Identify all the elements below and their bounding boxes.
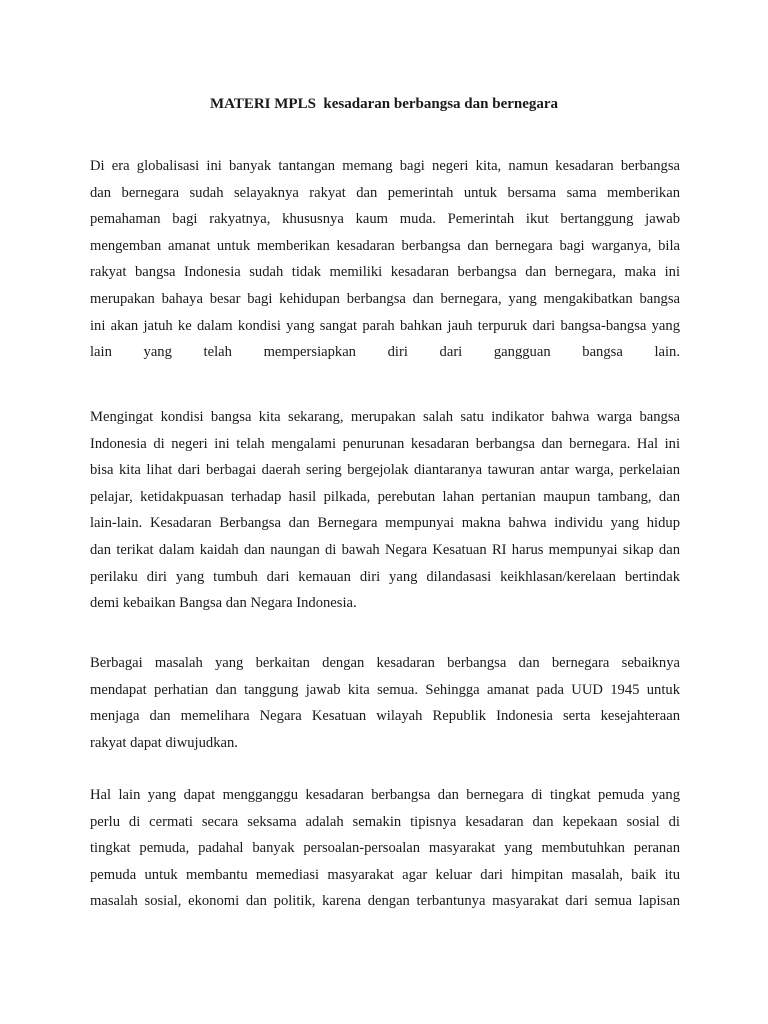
paragraph-line: Hal lain yang dapat mengganggu kesadaran berbangsa dan bernegara di tingkat pemuda yang: [90, 787, 680, 803]
paragraph-line: masalah sosial, ekonomi dan politik, karena dengan terbantunya masyarakat dari semua lapisan: [90, 893, 680, 910]
paragraph-line: demi kebaikan Bangsa dan Negara Indonesia.: [90, 595, 357, 612]
paragraph-line: lain yang telah mempersiapkan diri dari gangguan bangsa lain.: [90, 344, 680, 361]
paragraph-line: pemahaman bagi rakyatnya, khususnya kaum muda. Pemerintah ikut bertanggung jawab: [90, 211, 680, 228]
paragraph-3: [90, 650, 680, 756]
paragraph-line: menjaga dan memelihara Negara Kesatuan wilayah Republik Indonesia serta kesejahteraan: [90, 708, 680, 725]
paragraph-line: mendapat perhatian dan tanggung jawab kita semua. Sehingga amanat pada UUD 1945 untuk: [90, 681, 680, 698]
paragraph-line: pemuda untuk membantu memediasi masyarakat agar keluar dari himpitan masalah, baik itu: [90, 866, 680, 883]
paragraph-line: perilaku diri yang tumbuh dari kemauan diri yang dilandasasi keikhlasan/kerelaan bertindak: [90, 568, 680, 585]
paragraph-line: tingkat pemuda, padahal banyak persoalan-persoalan masyarakat yang membutuhkan peranan: [90, 840, 680, 857]
paragraph-line: lain-lain. Kesadaran Berbangsa dan Bernegara mempunyai makna bahwa individu yang hidup: [90, 515, 680, 532]
paragraph-line: dan bernegara sudah selayaknya rakyat dan pemerintah untuk bersama sama memberikan: [90, 184, 680, 201]
document-title: MATERI MPLS kesadaran berbangsa dan bernegara: [209, 96, 559, 112]
paragraph-line: merupakan bahaya besar bagi kehidupan berbangsa dan bernegara, yang mengakibatkan bangsa: [90, 290, 680, 307]
paragraph-4: [90, 782, 680, 915]
paragraph-line: pelajar, ketidakpuasan terhadap hasil pilkada, perebutan lahan pertanian maupun tambang, dan: [90, 488, 680, 505]
paragraph-line: Mengingat kondisi bangsa kita sekarang, merupakan salah satu indikator bahwa warga bangsa: [90, 409, 680, 425]
paragraph-1: [90, 153, 680, 366]
paragraph-line: bisa kita lihat dari berbagai daerah sering bergejolak diantaranya tawuran antar warga, perkelaian: [90, 462, 680, 479]
paragraph-line: ini akan jatuh ke dalam kondisi yang sangat parah bahkan jauh terpuruk dari bangsa-bangsa yang: [90, 317, 680, 334]
paragraph-line: perlu di cermati secara seksama adalah semakin tipisnya kesadaran dan kepekaan sosial di: [90, 813, 680, 830]
paragraph-line: Indonesia di negeri ini telah mengalami penurunan kesadaran berbangsa dan bernegara. Hal ini: [90, 435, 680, 452]
paragraph-line: Berbagai masalah yang berkaitan dengan kesadaran berbangsa dan bernegara sebaiknya: [90, 655, 680, 671]
paragraph-2: [90, 404, 680, 617]
paragraph-line: Di era globalisasi ini banyak tantangan memang bagi negeri kita, namun kesadaran berbangsa: [90, 158, 680, 174]
paragraph-line: dan terikat dalam kaidah dan naungan di bawah Negara Kesatuan RI harus mempunyai sikap dan: [90, 541, 680, 558]
paragraph-line: rakyat bangsa Indonesia sudah tidak memiliki kesadaran berbangsa dan bernegara, maka ini: [90, 264, 680, 281]
paragraph-line: rakyat dapat diwujudkan.: [90, 734, 238, 751]
paragraph-line: mengemban amanat untuk memberikan kesadaran berbangsa dan bernegara bagi warganya, bila: [90, 237, 680, 254]
